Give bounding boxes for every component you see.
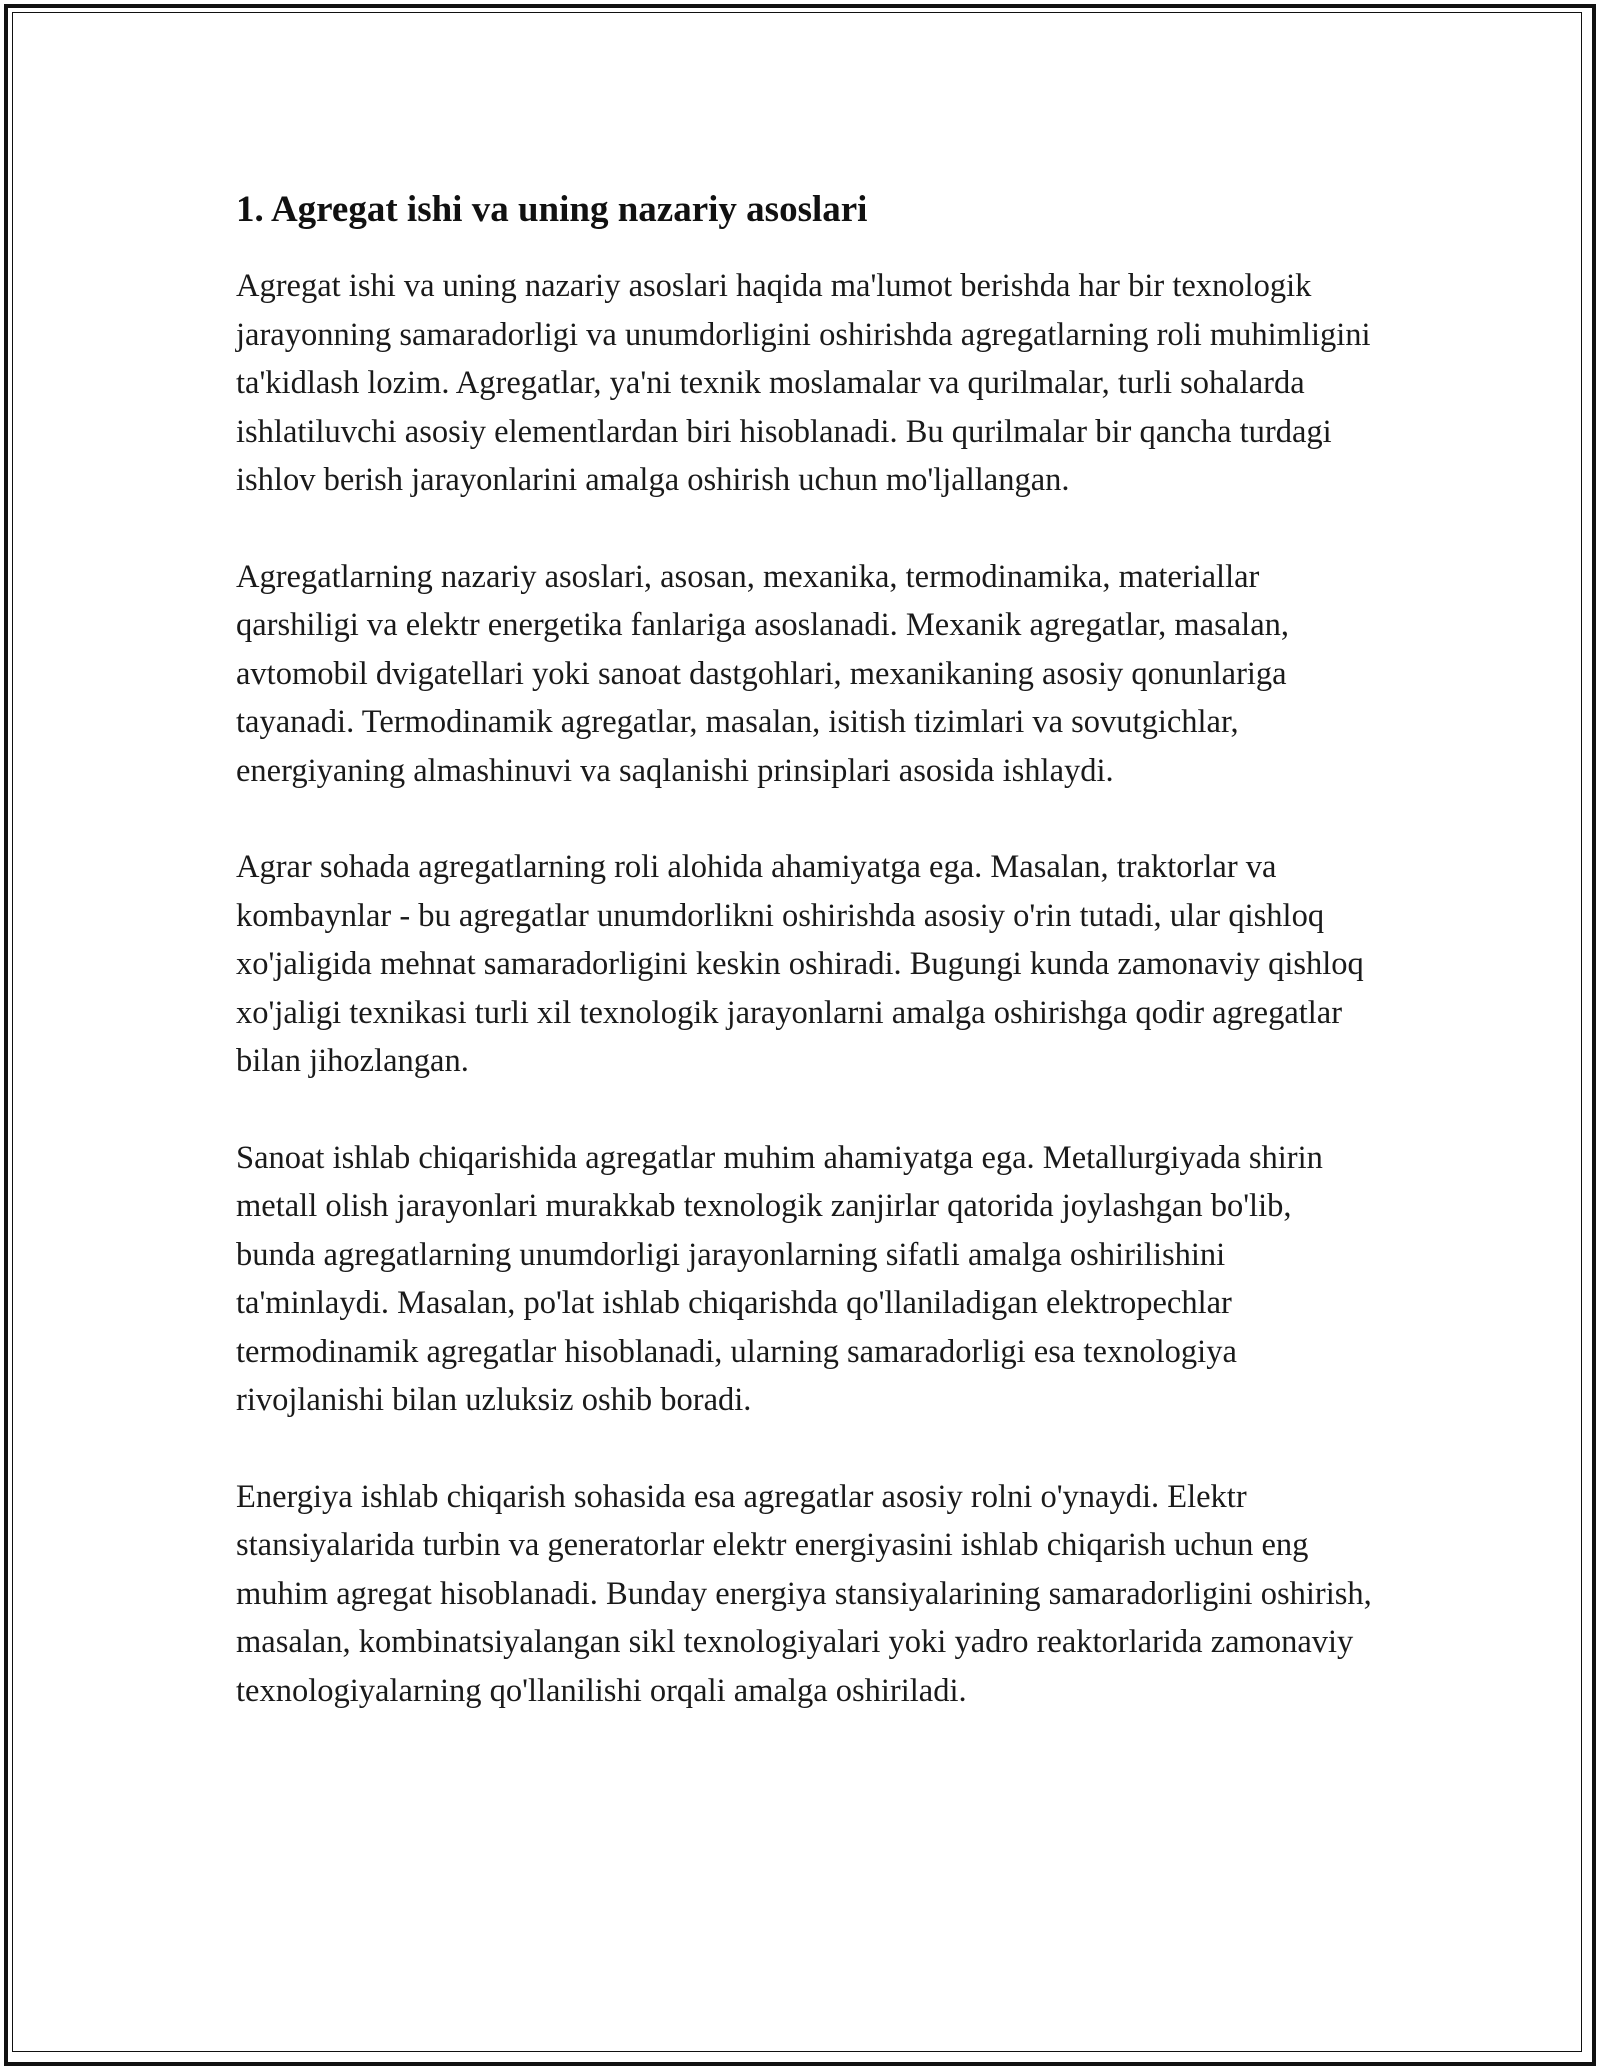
paragraph-energy: Energiya ishlab chiqarish sohasida esa agregatlar asosiy rolni o'ynaydi. Elektr stansiyalarida turbin va generatorlar elektr energiyasini ishlab chiqarish uchun eng muhim agregat hisoblanadi. Bunday energiya stansiyalarining samaradorligini oshirish, masalan, kombinatsiyalangan sikl texnologiyalari yoki yadro reaktorlarida zamonaviy texnologiyalarning qo'llanilishi orqali amalga oshiriladi. — [236, 1478, 1372, 1709]
paragraph-theory: Agregatlarning nazariy asoslari, asosan, mexanika, termodinamika, materiallar qarshiligi va elektr energetika fanlariga asoslanadi. Mexanik agregatlar, masalan, avtomobil dvigatellari yoki sanoat dastgohlari, mexanikaning asosiy qonunlariga tayanadi. Termodinamik agregatlar, masalan, isitish tizimlari va sovutgichlar, energiyaning almashinuvi va saqlanishi prinsiplari asosida ishlaydi. — [236, 558, 1290, 789]
section-heading: 1. Agregat ishi va uning nazariy asoslari — [236, 189, 868, 230]
paragraph-agriculture: Agrar sohada agregatlarning roli alohida ahamiyatga ega. Masalan, traktorlar va kombaynlar - bu agregatlar unumdorlikni oshirishda asosiy o'rin tutadi, ular qishloq xo'jaligida mehnat samaradorligini keskin oshiradi. Bugungi kunda zamonaviy qishloq xo'jaligi texnikasi turli xil texnologik jarayonlarni amalga oshirishga qodir agregatlar bilan jihozlangan. — [236, 849, 1364, 1079]
paragraph-intro: Agregat ishi va uning nazariy asoslari haqida ma'lumot berishda har bir texnologik jarayonning samaradorligi va unumdorligini oshirishda agregatlarning roli muhimligini ta'kidlash lozim. Agregatlar, ya'ni texnik moslamalar va qurilmalar, turli sohalarda ishlatiluvchi asosiy elementlardan biri hisoblanadi. Bu qurilmalar bir qancha turdagi ishlov berish jarayonlarini amalga oshirish uchun mo'ljallangan. — [236, 268, 1371, 498]
paragraph-industry: Sanoat ishlab chiqarishida agregatlar muhim ahamiyatga ega. Metallurgiyada shirin metall olish jarayonlari murakkab texnologik zanjirlar qatorida joylashgan bo'lib, bunda agregatlarning unumdorligi jarayonlarning sifatli amalga oshirilishini ta'minlaydi. Masalan, po'lat ishlab chiqarishda qo'llaniladigan elektropechlar termodinamik agregatlar hisoblanadi, ularning samaradorligi esa texnologiya rivojlanishi bilan uzluksiz oshib boradi. — [236, 1139, 1323, 1418]
document-body — [236, 186, 1376, 1763]
